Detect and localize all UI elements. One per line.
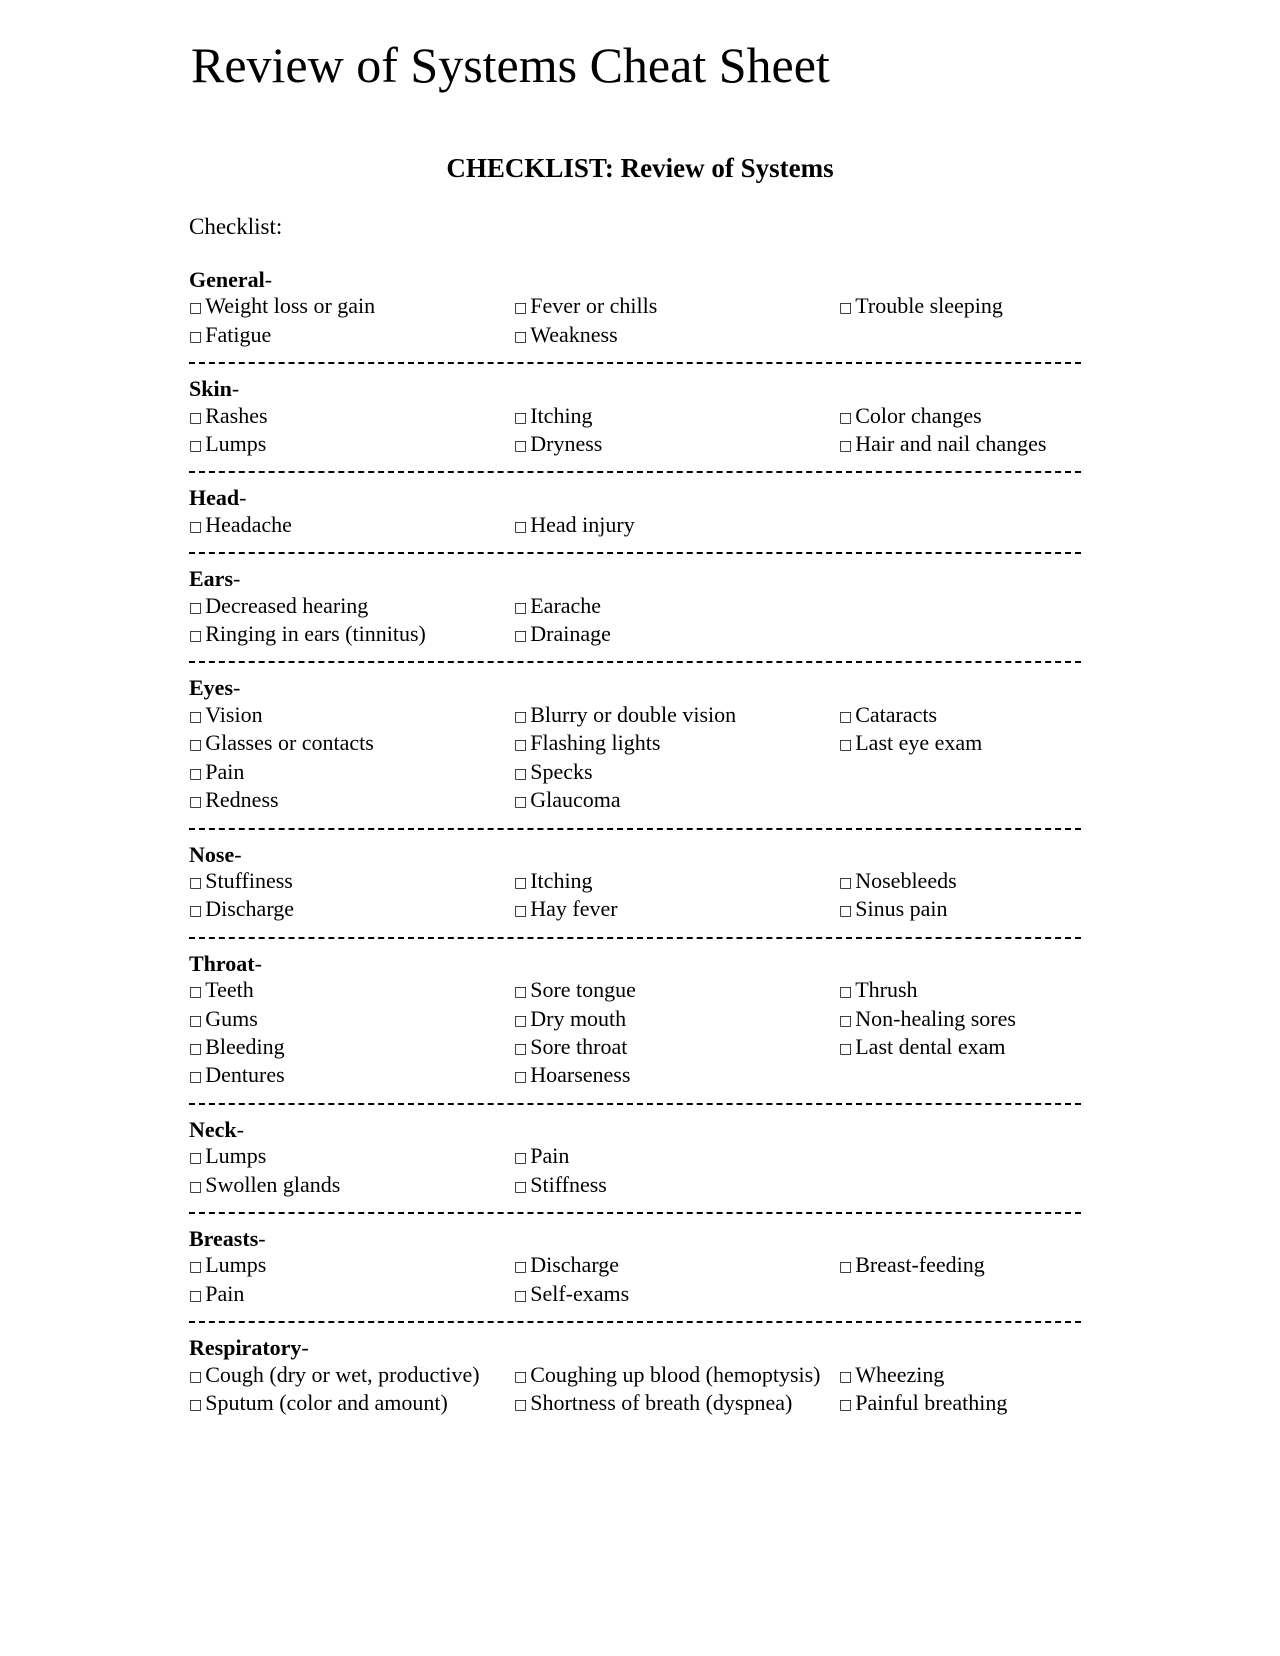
section-name-dash: - [234,841,242,867]
dashed-divider [189,925,1089,951]
checklist-item-label: Cataracts [855,701,938,727]
dashed-divider [189,540,1089,566]
checkbox-icon[interactable]: □ [514,1040,528,1057]
section-name: Nose [189,841,235,867]
checklist-item[interactable] [514,403,839,431]
checkbox-icon[interactable]: □ [514,1150,528,1167]
checklist-item[interactable] [189,1034,514,1062]
section-heading [189,675,1089,701]
checklist-item-label: Teeth [205,977,254,1003]
checklist-item[interactable] [514,512,839,540]
dashed-divider [189,1091,1089,1117]
checklist-item[interactable] [514,1252,839,1280]
checklist-item[interactable] [189,431,514,459]
checkbox-icon[interactable]: □ [839,438,853,455]
checkbox-icon[interactable]: □ [189,599,203,616]
checklist-item[interactable] [189,593,514,621]
checkbox-icon[interactable]: □ [189,765,203,782]
checklist-item-label: Blurry or double vision [530,701,737,727]
checklist-item[interactable] [514,702,839,730]
checklist-item[interactable] [514,1143,839,1171]
checklist-item-label: Lumps [205,1143,267,1169]
section-items [189,1362,1089,1419]
checklist-item-label: Painful breathing [855,1390,1008,1415]
checklist-item[interactable] [189,322,514,350]
checklist-item[interactable] [189,868,514,896]
section-name: General [189,267,265,292]
checklist-item[interactable] [839,1034,1089,1062]
checklist-item[interactable] [189,1252,514,1280]
checkbox-icon[interactable]: □ [514,328,528,345]
checkbox-icon[interactable]: □ [189,328,203,345]
empty-cell [839,322,1089,350]
dashed-divider [189,459,1089,485]
empty-cell [839,1062,1089,1090]
page-title: Review of Systems Cheat Sheet [191,37,830,93]
checklist-item-label: Breast-feeding [855,1252,985,1278]
checklist-label: Checklist: [189,214,283,239]
checklist-item[interactable] [514,759,839,787]
checklist-item[interactable] [839,1390,1089,1418]
checklist-item-label: Rashes [205,402,268,428]
empty-cell [839,512,1089,540]
checklist-item[interactable] [514,1362,839,1390]
checklist-item-label: Fatigue [205,321,272,347]
section-name-dash: - [236,1116,244,1142]
checkbox-icon[interactable]: □ [514,1012,528,1029]
section-name-dash: - [258,1225,266,1251]
checklist-item[interactable] [839,403,1089,431]
checklist-item-label: Hay fever [530,896,618,922]
checklist-item-label: Bleeding [205,1033,285,1059]
checklist-item[interactable] [514,1281,839,1309]
checklist-item[interactable] [189,403,514,431]
section-items [189,1143,1089,1200]
section-heading [189,485,1089,511]
checklist-item[interactable] [189,702,514,730]
section-heading [189,842,1089,868]
section-name-dash: - [264,267,273,292]
checklist-item-label: Non-healing sores [855,1005,1016,1031]
checklist-item-label: Glasses or contacts [205,730,374,756]
section-heading [189,1117,1089,1143]
checklist-item-label: Dentures [205,1062,285,1088]
section-name: Skin [189,376,232,402]
checkbox-icon[interactable]: □ [189,409,203,426]
checklist-item-label: Weight loss or gain [205,293,376,319]
checklist-item-label: Stuffiness [205,867,293,893]
checklist-item[interactable] [839,431,1089,459]
checklist-item[interactable] [839,702,1089,730]
checkbox-icon[interactable]: □ [189,1287,203,1304]
review-of-systems-sections [189,267,1089,1418]
checkbox-icon[interactable]: □ [189,1012,203,1029]
checklist-item-label: Thrush [855,977,918,1003]
checklist-item[interactable] [189,730,514,758]
checkbox-icon[interactable]: □ [189,874,203,891]
checkbox-icon[interactable]: □ [514,628,528,645]
checklist-item-label: Discharge [530,1252,620,1278]
empty-cell [839,787,1089,815]
checklist-item[interactable] [189,759,514,787]
checkbox-icon[interactable]: □ [189,708,203,725]
section-items [189,403,1089,460]
checklist-item[interactable] [514,1062,839,1090]
checklist-item-label: Specks [530,758,593,784]
checkbox-icon[interactable]: □ [839,708,853,725]
checklist-item[interactable] [189,1281,514,1309]
checkbox-icon[interactable]: □ [189,300,203,317]
dashed-divider [189,816,1089,842]
checkbox-icon[interactable]: □ [189,1178,203,1195]
section-name: Ears [189,566,233,592]
checklist-item[interactable] [514,977,839,1005]
checkbox-icon[interactable]: □ [189,1259,203,1276]
checklist-item-label: Lumps [205,431,267,457]
checklist-item-label: Pain [530,1143,570,1169]
section-name-dash: - [239,485,247,511]
dashed-divider [189,649,1089,675]
checklist-item-label: Dry mouth [530,1005,627,1031]
checklist-item-label: Ringing in ears (tinnitus) [205,621,426,647]
section-name: Eyes [189,675,233,701]
checklist-item-label: Itching [530,867,593,893]
checkbox-icon[interactable]: □ [514,1178,528,1195]
section-heading [189,566,1089,592]
checkbox-icon[interactable]: □ [839,903,853,920]
checklist-item[interactable] [514,868,839,896]
checkbox-icon[interactable]: □ [514,765,528,782]
checkbox-icon[interactable]: □ [514,599,528,616]
checkbox-icon[interactable]: □ [514,737,528,754]
checklist-item-label: Nosebleeds [855,867,957,893]
checkbox-icon[interactable]: □ [189,1040,203,1057]
checkbox-icon[interactable]: □ [839,409,853,426]
checklist-item-label: Dryness [530,431,603,457]
checklist-item-label: Wheezing [855,1361,945,1387]
checkbox-icon[interactable]: □ [189,1150,203,1167]
dashed-divider [189,1200,1089,1226]
section-name-dash: - [233,675,241,701]
section-name: Neck [189,1116,237,1142]
checkbox-icon[interactable]: □ [839,1040,853,1057]
checklist-item[interactable] [514,1390,839,1418]
checklist-item-label: Headache [205,511,292,537]
checklist-item[interactable] [189,293,514,321]
checklist-item-label: Coughing up blood (hemoptysis) [530,1361,821,1387]
checkbox-icon[interactable]: □ [189,984,203,1001]
checklist-item-label: Pain [205,1280,245,1306]
checklist-item[interactable] [189,1143,514,1171]
checklist-item-label: Flashing lights [530,730,661,756]
checklist-item-label: Sinus pain [855,896,948,922]
checklist-item-label: Sore tongue [530,977,636,1003]
checklist-item-label: Glaucoma [530,787,621,813]
checklist-item[interactable] [189,1172,514,1200]
section-heading [189,1335,1089,1361]
section-name: Head [189,485,240,511]
checkbox-icon[interactable]: □ [189,737,203,754]
section-name: Respiratory [189,1335,302,1361]
section-name-dash: - [231,376,240,402]
checkbox-icon[interactable]: □ [189,1397,203,1413]
empty-cell [839,593,1089,621]
checklist-item[interactable] [189,1390,514,1418]
checklist-item-label: Stiffness [530,1171,607,1197]
section-name: Throat [189,950,255,976]
empty-cell [839,759,1089,787]
checkbox-icon[interactable]: □ [514,794,528,811]
checklist-item-label: Weakness [530,321,618,347]
checkbox-icon[interactable]: □ [514,1069,528,1086]
checkbox-icon[interactable]: □ [514,518,528,535]
checklist-item-label: Trouble sleeping [855,293,1003,319]
dashed-divider [189,1309,1089,1335]
section-name-dash: - [233,566,241,592]
checkbox-icon[interactable]: □ [514,1368,528,1385]
checkbox-icon[interactable]: □ [514,874,528,891]
checklist-item[interactable] [514,322,839,350]
checklist-item-label: Earache [530,592,602,618]
checklist-item[interactable] [514,787,839,815]
checklist-item-label: Itching [530,402,593,428]
checklist-item[interactable] [839,896,1089,924]
checkbox-icon[interactable]: □ [514,409,528,426]
section-name-dash: - [301,1335,309,1361]
section-items [189,593,1089,650]
checklist-item[interactable] [189,1362,514,1390]
checklist-item-label: Decreased hearing [205,592,369,618]
checklist-item-label: Shortness of breath (dyspnea) [530,1390,793,1415]
checklist-item[interactable] [189,977,514,1005]
checklist-item[interactable] [514,1034,839,1062]
checkbox-icon[interactable]: □ [839,1012,853,1029]
checklist-item[interactable] [514,896,839,924]
checkbox-icon[interactable]: □ [189,1069,203,1086]
checkbox-icon[interactable]: □ [189,438,203,455]
checklist-item[interactable] [839,730,1089,758]
checklist-item[interactable] [839,868,1089,896]
checklist-item[interactable] [839,293,1089,321]
checkbox-icon[interactable]: □ [514,1259,528,1276]
checklist-item[interactable] [189,1006,514,1034]
checkbox-icon[interactable]: □ [839,984,853,1001]
section-items [189,868,1089,925]
checklist-item-label: Swollen glands [205,1171,341,1197]
checkbox-icon[interactable]: □ [514,984,528,1001]
checklist-item-label: Hoarseness [530,1062,631,1088]
checklist-item[interactable] [839,1362,1089,1390]
checklist-item-label: Fever or chills [530,293,658,319]
checklist-item-label: Head injury [530,511,635,537]
checklist-item-label: Discharge [205,896,295,922]
checkbox-icon[interactable]: □ [839,300,853,317]
section-heading [189,376,1089,402]
checkbox-icon[interactable]: □ [189,1368,203,1385]
checklist-item-label: Self-exams [530,1280,630,1306]
checklist-item-label: Color changes [855,402,982,428]
checkbox-icon[interactable]: □ [839,874,853,891]
checklist-item[interactable] [189,621,514,649]
checkbox-icon[interactable]: □ [514,708,528,725]
checkbox-icon[interactable]: □ [189,628,203,645]
checklist-item[interactable] [514,293,839,321]
checklist-item[interactable] [189,896,514,924]
section-items [189,512,1089,540]
empty-cell [839,1172,1089,1200]
checklist-item-label: Drainage [530,621,611,647]
checkbox-icon[interactable]: □ [514,1397,528,1413]
checkbox-icon[interactable]: □ [839,1259,853,1276]
checklist-item[interactable] [839,1006,1089,1034]
section-items [189,977,1089,1091]
checklist-item-label: Last dental exam [855,1033,1006,1059]
empty-cell [839,1281,1089,1309]
checkbox-icon[interactable]: □ [839,1368,853,1385]
checkbox-icon[interactable]: □ [189,903,203,920]
checklist-item-label: Gums [205,1005,258,1031]
checklist-item[interactable] [514,621,839,649]
checklist-item[interactable] [514,1172,839,1200]
checkbox-icon[interactable]: □ [189,518,203,535]
checklist-item[interactable] [189,1062,514,1090]
checkbox-icon[interactable]: □ [514,1287,528,1304]
checkbox-icon[interactable]: □ [839,1397,853,1413]
checkbox-icon[interactable]: □ [839,737,853,754]
checklist-item[interactable] [839,977,1089,1005]
checklist-item-label: Hair and nail changes [855,431,1047,457]
checklist-item[interactable] [189,787,514,815]
checklist-item-label: Vision [205,701,263,727]
checklist-heading: CHECKLIST: Review of Systems [446,153,834,183]
section-heading [189,267,1089,293]
checklist-item[interactable] [514,730,839,758]
section-items [189,293,1089,350]
checklist-item[interactable] [514,431,839,459]
checklist-item-label: Lumps [205,1252,267,1278]
checklist-item-label: Cough (dry or wet, productive) [205,1361,480,1387]
checklist-item[interactable] [839,1252,1089,1280]
section-heading [189,1226,1089,1252]
empty-cell [839,621,1089,649]
checklist-item-label: Sputum (color and amount) [205,1390,448,1415]
checklist-item[interactable] [514,593,839,621]
section-name-dash: - [254,950,262,976]
checklist-item-label: Sore throat [530,1033,628,1059]
checklist-item-label: Last eye exam [855,730,983,756]
checkbox-icon[interactable]: □ [189,794,203,811]
section-heading [189,951,1089,977]
checklist-item[interactable] [189,512,514,540]
section-name: Breasts [189,1225,259,1251]
checklist-item-label: Pain [205,758,245,784]
section-items [189,1252,1089,1309]
checklist-item[interactable] [514,1006,839,1034]
checklist-item-label: Redness [205,787,279,813]
checkbox-icon[interactable]: □ [514,903,528,920]
empty-cell [839,1143,1089,1171]
checkbox-icon[interactable]: □ [514,300,528,317]
section-items [189,702,1089,816]
checkbox-icon[interactable]: □ [514,438,528,455]
dashed-divider [189,350,1089,376]
